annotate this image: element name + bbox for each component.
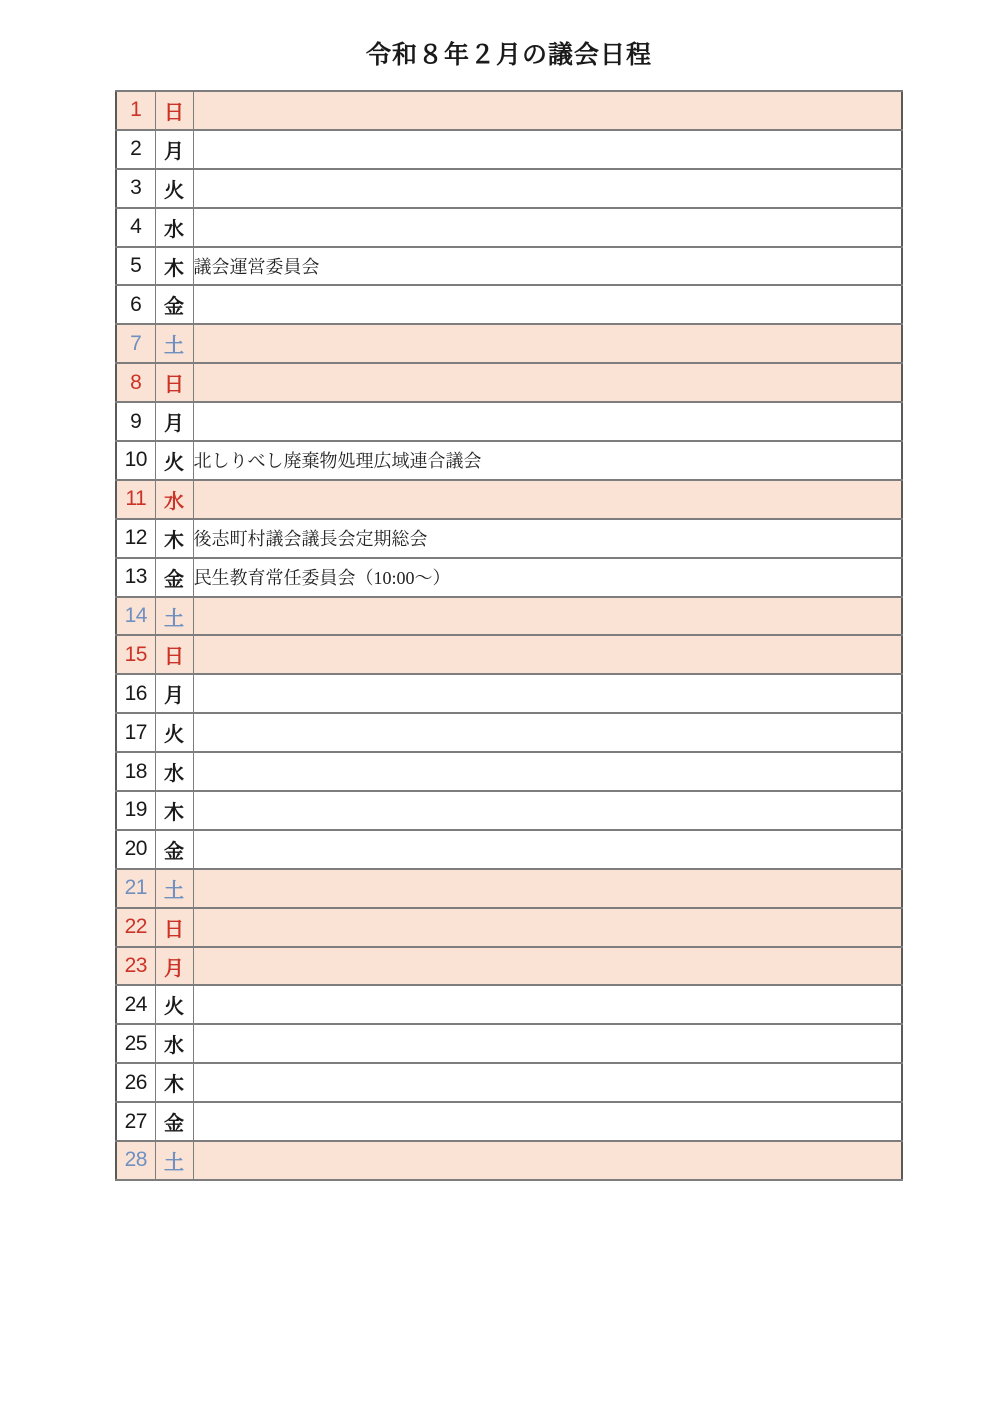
event-cell (193, 597, 902, 636)
weekday-cell: 土 (155, 869, 193, 908)
day-number-cell: 9 (116, 402, 155, 441)
calendar-row (116, 1024, 902, 1063)
day-number-cell: 21 (116, 869, 155, 908)
weekday-cell: 木 (155, 519, 193, 558)
calendar-row (116, 324, 902, 363)
event-cell (193, 91, 902, 130)
weekday-cell: 金 (155, 830, 193, 869)
weekday-cell: 木 (155, 247, 193, 286)
day-number-cell: 22 (116, 908, 155, 947)
calendar-row (116, 441, 902, 480)
event-cell (193, 324, 902, 363)
weekday-cell: 火 (155, 169, 193, 208)
calendar-row (116, 480, 902, 519)
event-cell (193, 1102, 902, 1141)
weekday-cell: 月 (155, 947, 193, 986)
calendar-row (116, 130, 902, 169)
event-cell (193, 635, 902, 674)
calendar-row (116, 1063, 902, 1102)
weekday-cell: 水 (155, 752, 193, 791)
event-cell (193, 363, 902, 402)
day-number-cell: 27 (116, 1102, 155, 1141)
calendar-row (116, 247, 902, 286)
calendar-row (116, 1102, 902, 1141)
calendar-row (116, 1141, 902, 1180)
day-number-cell: 12 (116, 519, 155, 558)
day-number-cell: 25 (116, 1024, 155, 1063)
page-title: 令和８年２月の議会日程 (365, 41, 652, 69)
day-number-cell: 7 (116, 324, 155, 363)
calendar-row (116, 869, 902, 908)
day-number-cell: 26 (116, 1063, 155, 1102)
day-number-cell: 20 (116, 830, 155, 869)
calendar-row (116, 91, 902, 130)
weekday-cell: 火 (155, 441, 193, 480)
weekday-cell: 火 (155, 985, 193, 1024)
day-number-cell: 2 (116, 130, 155, 169)
calendar-row (116, 830, 902, 869)
weekday-cell: 水 (155, 480, 193, 519)
day-number-cell: 13 (116, 558, 155, 597)
day-number-cell: 16 (116, 674, 155, 713)
event-cell: 民生教育常任委員会（10:00～） (193, 558, 902, 597)
day-number-cell: 8 (116, 363, 155, 402)
weekday-cell: 月 (155, 130, 193, 169)
event-cell (193, 908, 902, 947)
event-cell (193, 480, 902, 519)
weekday-cell: 日 (155, 363, 193, 402)
weekday-cell: 水 (155, 1024, 193, 1063)
event-cell (193, 1024, 902, 1063)
event-cell (193, 791, 902, 830)
weekday-cell: 火 (155, 713, 193, 752)
event-cell (193, 285, 902, 324)
calendar-row (116, 635, 902, 674)
calendar-row (116, 285, 902, 324)
weekday-cell: 木 (155, 791, 193, 830)
day-number-cell: 15 (116, 635, 155, 674)
weekday-cell: 月 (155, 674, 193, 713)
weekday-cell: 土 (155, 597, 193, 636)
calendar-row (116, 752, 902, 791)
calendar-row (116, 208, 902, 247)
calendar-row (116, 363, 902, 402)
weekday-cell: 日 (155, 908, 193, 947)
day-number-cell: 23 (116, 947, 155, 986)
calendar-row (116, 558, 902, 597)
event-cell (193, 830, 902, 869)
calendar-row (116, 674, 902, 713)
day-number-cell: 4 (116, 208, 155, 247)
weekday-cell: 金 (155, 285, 193, 324)
day-number-cell: 18 (116, 752, 155, 791)
calendar-row (116, 947, 902, 986)
event-cell: 議会運営委員会 (193, 247, 902, 286)
calendar-row (116, 169, 902, 208)
day-number-cell: 5 (116, 247, 155, 286)
weekday-cell: 水 (155, 208, 193, 247)
weekday-cell: 金 (155, 558, 193, 597)
day-number-cell: 10 (116, 441, 155, 480)
event-cell (193, 130, 902, 169)
event-cell (193, 169, 902, 208)
event-cell (193, 869, 902, 908)
day-number-cell: 14 (116, 597, 155, 636)
calendar-body (116, 91, 902, 1180)
day-number-cell: 24 (116, 985, 155, 1024)
day-number-cell: 3 (116, 169, 155, 208)
calendar-row (116, 597, 902, 636)
weekday-cell: 日 (155, 635, 193, 674)
event-cell (193, 752, 902, 791)
event-cell (193, 985, 902, 1024)
calendar-row (116, 519, 902, 558)
weekday-cell: 金 (155, 1102, 193, 1141)
day-number-cell: 6 (116, 285, 155, 324)
weekday-cell: 月 (155, 402, 193, 441)
calendar-row (116, 908, 902, 947)
weekday-cell: 土 (155, 1141, 193, 1180)
calendar-row (116, 713, 902, 752)
event-cell (193, 1141, 902, 1180)
day-number-cell: 1 (116, 91, 155, 130)
event-cell (193, 402, 902, 441)
event-cell (193, 674, 902, 713)
calendar-row (116, 402, 902, 441)
day-number-cell: 28 (116, 1141, 155, 1180)
day-number-cell: 17 (116, 713, 155, 752)
calendar-row (116, 791, 902, 830)
weekday-cell: 木 (155, 1063, 193, 1102)
schedule-table (115, 90, 903, 1181)
event-cell: 後志町村議会議長会定期総会 (193, 519, 902, 558)
weekday-cell: 日 (155, 91, 193, 130)
event-cell (193, 713, 902, 752)
event-cell (193, 1063, 902, 1102)
calendar-row (116, 985, 902, 1024)
day-number-cell: 11 (116, 480, 155, 519)
day-number-cell: 19 (116, 791, 155, 830)
event-cell: 北しりべし廃棄物処理広域連合議会 (193, 441, 902, 480)
weekday-cell: 土 (155, 324, 193, 363)
event-cell (193, 947, 902, 986)
event-cell (193, 208, 902, 247)
